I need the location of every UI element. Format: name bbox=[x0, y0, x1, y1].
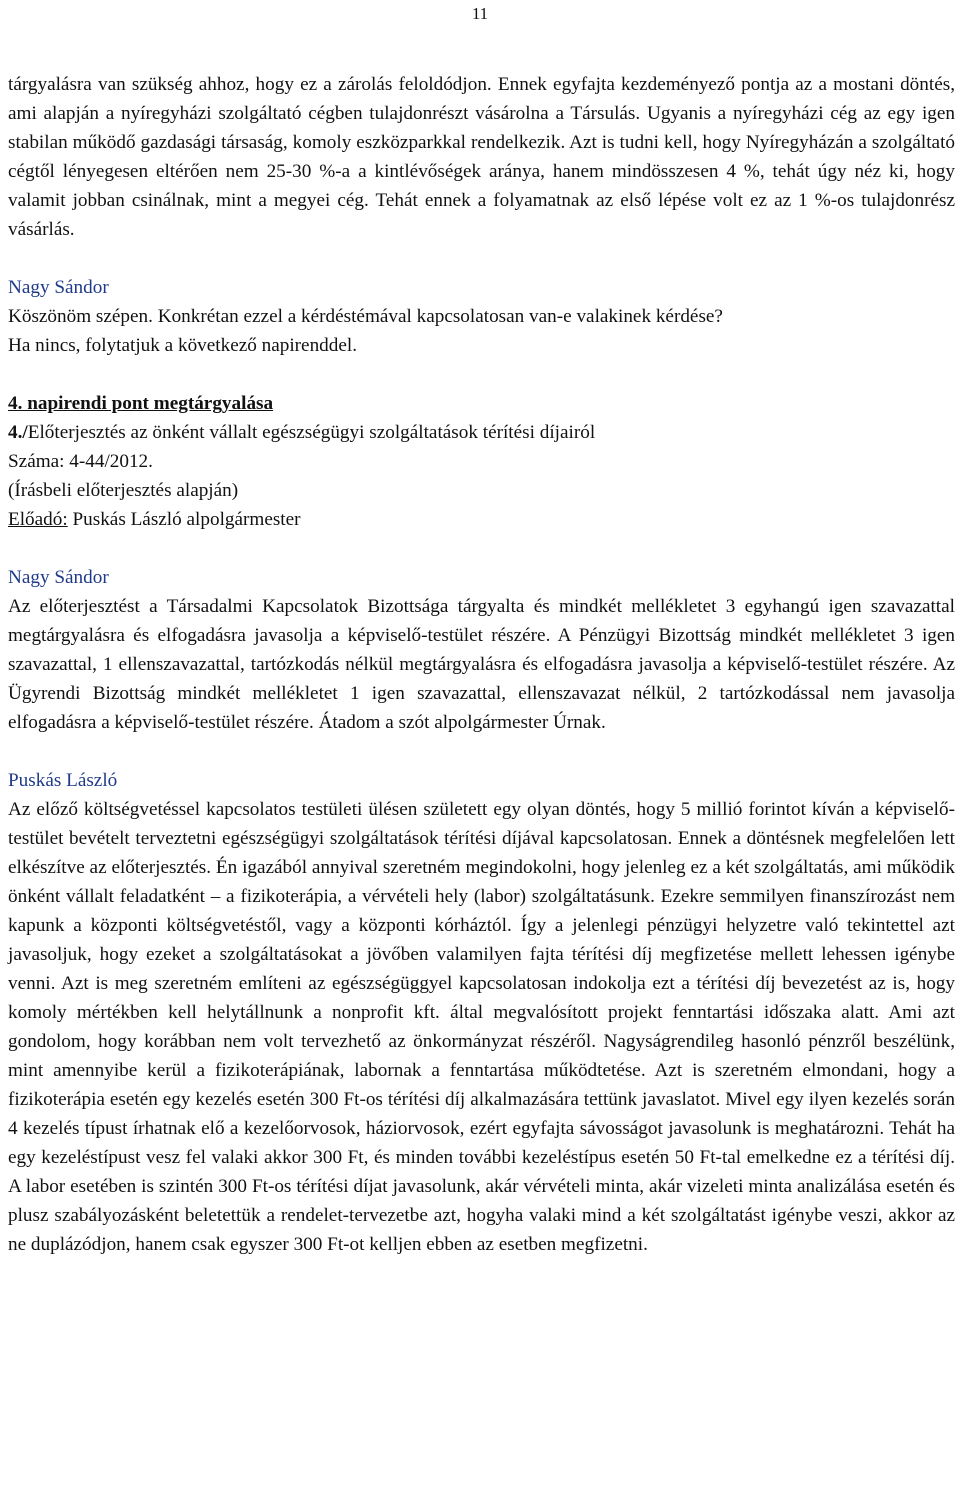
speaker-name: Nagy Sándor bbox=[8, 277, 109, 298]
spacer bbox=[8, 737, 955, 766]
agenda-item-text: Előterjesztés az önként vállalt egészségügyi szolgáltatások térítési díjairól bbox=[27, 422, 596, 443]
document-body bbox=[8, 70, 955, 1259]
intro-paragraph: tárgyalásra van szükség ahhoz, hogy ez a zárolás feloldódjon. Ennek egyfajta kezdeményező pontja az a mostani döntés, ami alapján a nyíregyházi szolgáltató cégben tulajdonrészt vásárolna a Társulás. Ugyanis a nyíregyházi cég az egy igen stabilan működő gazdasági társaság, komoly eszközparkkal rendelkezik. Azt is tudni kell, hogy Nyíregyházán a szolgáltató cégtől lényegesen eltérően nem 25-30 %-a a kintlévőségek aránya, hanem mindösszesen 4 %, tehát úgy néz ki, hogy valamit jobban csinálnak, mint a megyei cég. Tehát ennek a folyamatnak az első lépése volt ez az 1 %-os tulajdonrész vásárlás. bbox=[8, 74, 955, 240]
agenda-item-prefix: 4./ bbox=[8, 422, 28, 443]
spacer bbox=[8, 360, 955, 389]
page-number: 11 bbox=[471, 4, 489, 23]
presenter-name: Puskás László alpolgármester bbox=[67, 509, 301, 530]
agenda-item-title bbox=[8, 418, 955, 447]
speaker-name: Nagy Sándor bbox=[8, 567, 109, 588]
spacer bbox=[8, 534, 955, 563]
speaker-name: Puskás László bbox=[8, 770, 118, 791]
presenter-label: Előadó: bbox=[8, 509, 68, 530]
agenda-number: Száma: 4-44/2012. bbox=[8, 451, 153, 472]
agenda-heading: 4. napirendi pont megtárgyalása bbox=[8, 393, 274, 414]
speech-paragraph: Az előző költségvetéssel kapcsolatos testületi ülésen született egy olyan döntés, hogy 5 millió forintot kíván a képviselő-testület bevételt terveztetni egészségügyi szolgáltatások térítési díjával kapcsolatosan. Ennek a döntésnek megfelelően lett elkészítve az előterjesztés. Én igazából annyival szeretném megindokolni, hogy jelenleg ez a két szolgáltatás, ami működik önként vállalt feladatként – a fizikoterápia, a vérvételi hely (labor) szolgáltatásunk. Ezekre semmilyen finanszírozást nem kapunk a központi költségvetéstől, vagy a központi kórháztól. Így a jelenlegi pénzügyi helyzetre való tekintettel azt javasoljuk, hogy ezeket a szolgáltatásokat a jövőben valamilyen fajta térítési díj megfizetése mellett lehessen igénybe venni. Azt is meg szeretném említeni az egészségüggyel kapcsolatosan indokolja ezt a térítési díj bevezetést az is, hogy komoly mértékben kell helytállnunk a nonprofit kft. által megvalósított projekt fenntartási időszaka alatt. Ami azt gondolom, hogy korábban nem volt tervezhető az önkormányzat részéről. Nagyságrendileg hasonló pénzről beszélünk, mint amennyibe kerül a fizikoterápiának, labornak a fenntartása működtetése. Azt is szeretném elmondani, hogy a fizikoterápia esetén egy kezelés esetén 300 Ft-os térítési díj alkalmazására tettünk javaslatot. Mivel egy ilyen kezelés során 4 kezelés típust írhatnak elő a kezelőorvosok, háziorvosok, ezért egyfajta sávosságot javasolunk is meghatározni. Tehát ha egy kezeléstípust vesz fel valaki akkor 300 Ft, és minden további kezeléstípus esetén 50 Ft-tal emelkedne ez a térítési díj. A labor esetében is szintén 300 Ft-os térítési díjat javasolunk, akár vérvételi minta, akár vizeleti minta analizálása esetén és plusz szabályozásként beletettük a rendelet-tervezetbe azt, hogyha valaki mind a két szolgáltatást igénybe veszi, akkor az ne duplázódjon, hanem csak egyszer 300 Ft-ot kelljen ebben az esetben megfizetni. bbox=[8, 799, 955, 1255]
agenda-presenter bbox=[8, 505, 955, 534]
speech-line: Köszönöm szépen. Konkrétan ezzel a kérdéstémával kapcsolatosan van-e valakinek kérdése? bbox=[8, 306, 723, 327]
spacer bbox=[8, 244, 955, 273]
agenda-basis: (Írásbeli előterjesztés alapján) bbox=[8, 480, 239, 501]
speech-paragraph: Az előterjesztést a Társadalmi Kapcsolatok Bizottsága tárgyalta és mindkét mellékletet 3 egyhangú igen szavazattal megtárgyalásra és elfogadásra javasolja a képviselő-testület részére. A Pénzügyi Bizottság mindkét mellékletet 3 igen szavazattal, 1 ellenszavazattal, tartózkodás nélkül megtárgyalásra és elfogadásra javasolja a képviselő-testület részére. Az Ügyrendi Bizottság mindkét mellékletet 1 igen szavazattal, ellenszavazat nélkül, 2 tartózkodással nem javasolja elfogadásra a képviselő-testület részére. Átadom a szót alpolgármester Úrnak. bbox=[8, 596, 955, 733]
speech-line: Ha nincs, folytatjuk a következő napirenddel. bbox=[8, 335, 357, 356]
